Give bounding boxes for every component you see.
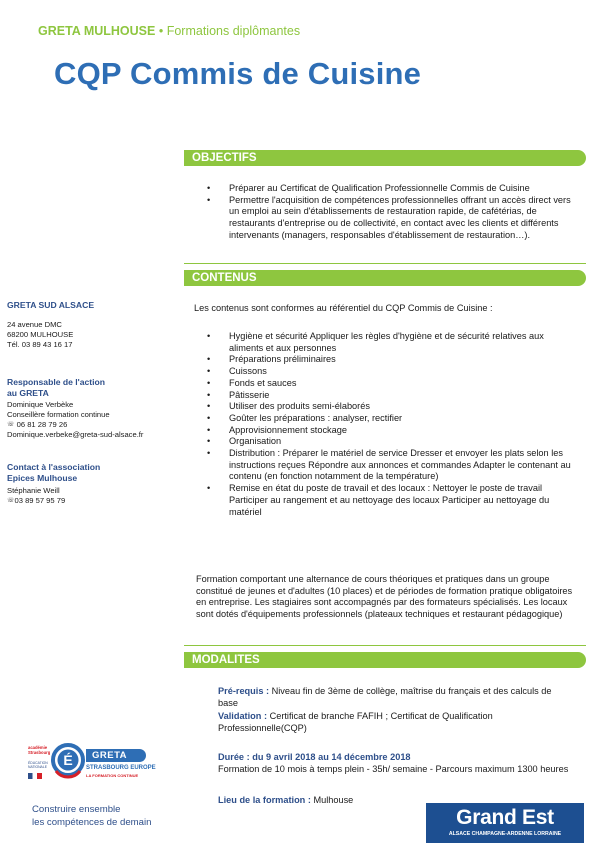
section-modalites-title: MODALITES — [192, 654, 260, 666]
section-rule — [184, 645, 586, 646]
validation-label: Validation : — [218, 711, 268, 721]
section-contenus-band — [184, 270, 586, 286]
modalites-validation — [218, 711, 568, 734]
section-objectifs-title: OBJECTIFS — [192, 152, 257, 164]
contact-name: Stéphanie Weill — [7, 486, 60, 495]
greta-logo-letter: É — [63, 752, 73, 768]
footer-tagline — [32, 803, 151, 829]
greta-logo-tag: LA FORMATION CONTINUE — [86, 773, 139, 778]
prerequis-text: Niveau fin de 3ème de collège, maîtrise du français et des calculs de base — [218, 686, 552, 708]
lieu-text: Mulhouse — [310, 795, 354, 805]
list-item: • Préparer au Certificat de Qualification Professionnelle Commis de Cuisine — [205, 183, 575, 195]
address-phone: Tél. 03 89 43 16 17 — [7, 340, 73, 349]
footer-tagline-line: les compétences de demain — [32, 817, 152, 828]
contenus-intro: Les contenus sont conformes au référentiel du CQP Commis de Cuisine : — [194, 303, 493, 313]
grand-est-logo-sub: ALSACE CHAMPAGNE-ARDENNE LORRAINE — [448, 831, 562, 837]
responsable-details — [7, 400, 143, 440]
responsable-heading-line: au GRETA — [7, 387, 49, 398]
list-item: • Hygiène et sécurité Appliquer les règles d'hygiène et de sécurité relatives aux aliments et aux personnes — [205, 331, 575, 354]
grand-est-logo-text: Grand Est — [456, 806, 554, 829]
validation-text: Certificat de branche FAFIH ; Certificat de Qualification Professionnelle(CQP) — [218, 711, 493, 733]
responsable-heading-line: Responsable de l'action — [7, 377, 106, 387]
list-item: • Préparations préliminaires — [205, 354, 575, 366]
header-subtitle: Formations diplômantes — [166, 24, 301, 38]
contenus-paragraph: Formation comportant une alternance de cours théoriques et pratiques dans un groupe constitué de jeunes et d'adultes (10 places) et de périodes de formation pratique obligatoires en entreprise. Les stagiaires sont accompagnés par des formateurs spécialisés. Les locaux sont dotés d'équipements professionnels (plateaux techniques et restaurant pédagogique) — [196, 574, 573, 620]
list-item: • Permettre l'acquisition de compétences professionnelles offrant un accès direct vers un emploi au sein d'établissements de restauration rapide, de cafétérias, de restaurants d'entreprise ou de collectivité, en contact avec les clients et différents intervenants (managers, responsables d'établissement de restauration…). — [205, 195, 575, 242]
contact-heading-line: Epices Mulhouse — [7, 472, 78, 483]
page-title: CQP Commis de Cuisine — [54, 56, 422, 91]
responsable-phone: 06 81 28 79 26 — [16, 420, 68, 429]
phone-icon: ☏ — [7, 498, 15, 504]
lieu-label: Lieu de la formation : — [218, 795, 311, 805]
french-flag-icon — [28, 773, 42, 779]
contenus-list — [205, 331, 575, 518]
objectifs-list — [205, 183, 575, 242]
responsable-email[interactable]: Dominique.verbeke@greta-sud-alsace.fr — [7, 430, 144, 439]
contact-heading — [7, 462, 100, 483]
footer-tagline-line: Construire ensemble — [32, 804, 121, 815]
duree-text: Formation de 10 mois à temps plein - 35h/ semaine - Parcours maximum 1300 heures — [218, 764, 569, 774]
greta-logo-bar — [86, 749, 146, 762]
responsable-heading — [7, 377, 105, 398]
responsable-role: Conseillère formation continue — [7, 410, 110, 419]
list-item: • Approvisionnement stockage — [205, 425, 575, 437]
list-item: • Goûter les préparations : analyser, rectifier — [205, 413, 575, 425]
responsable-phone-row — [7, 420, 143, 430]
address-line: 68200 MULHOUSE — [7, 330, 74, 339]
header-line — [38, 24, 300, 38]
section-contenus-title: CONTENUS — [192, 272, 257, 284]
sidebar-address — [7, 320, 73, 350]
list-item: • Utiliser des produits semi-élaborés — [205, 401, 575, 413]
list-item: • Organisation — [205, 436, 575, 448]
section-objectifs-band — [184, 150, 586, 166]
header-separator: • — [158, 24, 164, 38]
section-rule — [184, 263, 586, 264]
sidebar-org: GRETA SUD ALSACE — [7, 300, 95, 310]
prerequis-label: Pré-requis : — [218, 686, 270, 696]
greta-logo — [28, 743, 168, 789]
rf-mark: ÉDUCATION NATIONALE — [28, 761, 48, 770]
contact-details — [7, 486, 65, 506]
list-item: • Fonds et sauces — [205, 378, 575, 390]
phone-icon: ☏ — [7, 422, 15, 428]
header-org: GRETA MULHOUSE — [38, 24, 156, 38]
grand-est-logo — [426, 803, 584, 843]
academie-mark: académie Strasbourg — [28, 745, 51, 755]
contact-phone-row — [7, 496, 65, 506]
responsable-name: Dominique Verbèke — [7, 400, 74, 409]
address-line: 24 avenue DMC — [7, 320, 62, 329]
section-modalites-band — [184, 652, 586, 668]
modalites-prerequis — [218, 686, 568, 709]
duree-label: Durée : du 9 avril 2018 au 14 décembre 2018 — [218, 752, 411, 762]
contact-heading-line: Contact à l'association — [7, 462, 101, 472]
list-item: • Pâtisserie — [205, 390, 575, 402]
contact-phone: 03 89 57 95 79 — [14, 496, 66, 505]
greta-logo-sub: STRASBOURG EUROPE — [86, 765, 156, 771]
greta-logo-text: GRETA — [92, 750, 128, 761]
list-item: • Distribution : Préparer le matériel de service Dresser et envoyer les plats selon les instructions reçues Répondre aux annonces et commandes Adapter le contenant au contenu (en fonction notamment de la température) — [205, 448, 575, 483]
list-item: • Remise en état du poste de travail et des locaux : Nettoyer le poste de travail Participer au rangement et au nettoyage des locaux Participer au nettoyage du matériel — [205, 483, 575, 518]
list-item: • Cuissons — [205, 366, 575, 378]
